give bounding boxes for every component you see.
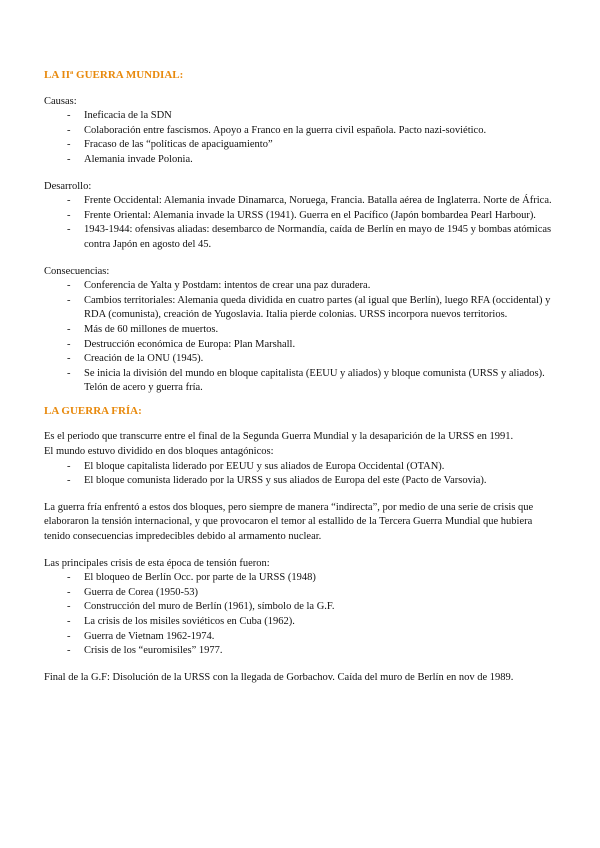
list-item: - Conferencia de Yalta y Postdam: intentos de crear una paz duradera. <box>44 279 559 294</box>
section-title-cold-war: LA GUERRA FRÍA: <box>44 404 142 417</box>
consequences-list <box>44 279 559 396</box>
list-item: - Fracaso de las “políticas de apaciguamiento” <box>44 138 559 153</box>
section-title-second-world-war: LA IIª GUERRA MUNDIAL: <box>44 69 184 81</box>
cold-war-intro-1: Es el periodo que transcurre entre el final de la Segunda Guerra Mundial y la desaparición de la URSS en 1991. <box>44 431 514 443</box>
list-item: - Frente Oriental: Alemania invade la URSS (1941). Guerra en el Pacífico (Japón bombardea Pearl Harbour). <box>44 209 559 224</box>
list-item: - Guerra de Vietnam 1962-1974. <box>44 630 559 645</box>
list-item: - Creación de la ONU (1945). <box>44 352 559 367</box>
consequences-label: Consecuencias: <box>44 265 110 277</box>
cold-war-intro-2: El mundo estuvo dividido en dos bloques antagónicos: <box>44 446 274 458</box>
cold-war-paragraph: La guerra fría enfrentó a estos dos bloques, pero siempre de manera “indirecta”, por medio de una serie de crisis que elaboraron la tensión internacional, y que provocaron el temor al estallido de la Tercera Guerra Mundial que hubiera tenido consecuencias impredecibles debido al armamento nuclear. <box>44 501 534 543</box>
list-item: - El bloque capitalista liderado por EEUU y sus aliados de Europa Occidental (OTAN). <box>44 460 559 475</box>
list-item: - El bloque comunista liderado por la URSS y sus aliados de Europa del este (Pacto de Varsovia). <box>44 474 559 489</box>
blocs-list <box>44 460 559 489</box>
causes-label: Causas: <box>44 95 77 107</box>
development-label: Desarrollo: <box>44 180 92 192</box>
list-item: - Se inicia la división del mundo en bloque capitalista (EEUU y aliados) y bloque comunista (URSS y aliados). Telón de acero y guerra fría. <box>44 367 559 396</box>
causes-list <box>44 109 559 167</box>
development-list <box>44 194 559 252</box>
crises-label: Las principales crisis de esta época de tensión fueron: <box>44 557 270 569</box>
list-item: - Cambios territoriales: Alemania queda dividida en cuatro partes (al igual que Berlín), luego RFA (occidental) y RDA (comunista), creación de Yugoslavia. Italia pierde colonias. URSS incorpora nuevos territorios. <box>44 294 559 323</box>
list-item: - Destrucción económica de Europa: Plan Marshall. <box>44 338 559 353</box>
list-item: - La crisis de los misiles soviéticos en Cuba (1962). <box>44 615 559 630</box>
list-item: - Colaboración entre fascismos. Apoyo a Franco en la guerra civil española. Pacto nazi-soviético. <box>44 124 559 139</box>
list-item: - Alemania invade Polonia. <box>44 153 559 168</box>
list-item: - 1943-1944: ofensivas aliadas: desembarco de Normandía, caída de Berlín en mayo de 1945 y bombas atómicas contra Japón en agosto del 45. <box>44 223 559 252</box>
list-item: - Frente Occidental: Alemania invade Dinamarca, Noruega, Francia. Batalla aérea de Inglaterra. Norte de África. <box>44 194 559 209</box>
list-item: - Crisis de los “euromisiles” 1977. <box>44 644 559 659</box>
list-item: - El bloqueo de Berlín Occ. por parte de la URSS (1948) <box>44 571 559 586</box>
crises-list <box>44 571 559 659</box>
list-item: - Construcción del muro de Berlín (1961), símbolo de la G.F. <box>44 600 559 615</box>
list-item: - Ineficacia de la SDN <box>44 109 559 124</box>
document-page <box>44 68 559 685</box>
list-item: - Más de 60 millones de muertos. <box>44 323 559 338</box>
list-item: - Guerra de Corea (1950-53) <box>44 586 559 601</box>
cold-war-final: Final de la G.F: Disolución de la URSS con la llegada de Gorbachov. Caída del muro de Berlín en nov de 1989. <box>44 671 514 683</box>
